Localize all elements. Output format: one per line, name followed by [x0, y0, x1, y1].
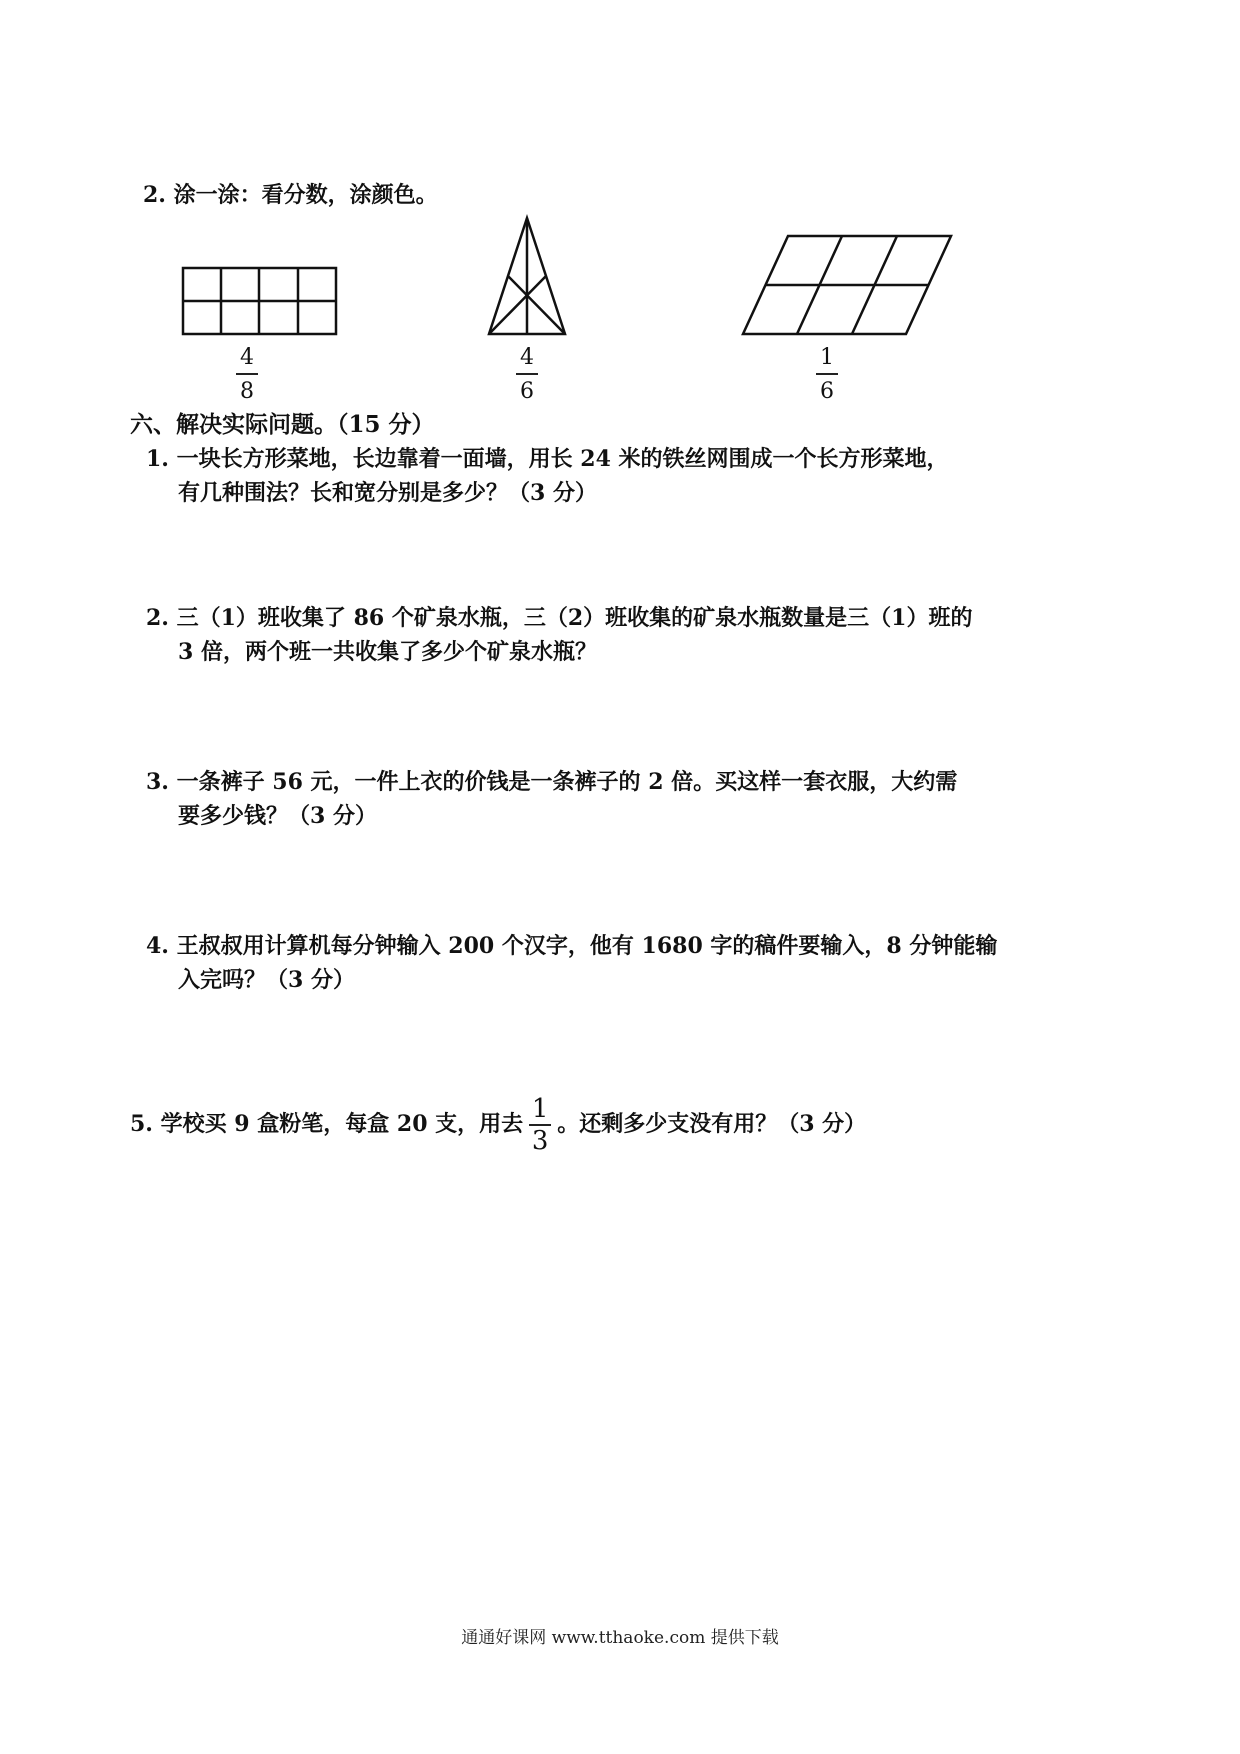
problem-2-line-2: 3 倍，两个班一共收集了多少个矿泉水瓶？ — [178, 639, 597, 665]
problem-3-line-2: 要多少钱？（3 分） — [178, 803, 377, 829]
fraction-numerator: 1 — [531, 1094, 549, 1124]
problem-3-line-1: 3. 一条裤子 56 元，一件上衣的价钱是一条裤子的 2 倍。买这样一套衣服，大约需 — [146, 769, 958, 795]
problem-5-text-after: 。还剩多少支没有用？（3 分） — [557, 1111, 867, 1137]
footer-source: 通通好课网 www.tthaoke.com 提供下载 — [461, 1628, 779, 1648]
fraction-bar — [516, 373, 538, 375]
problem-4-line-2: 入完吗？（3 分） — [178, 967, 355, 993]
problem-5-text-before: 5. 学校买 9 盒粉笔，每盒 20 支，用去 — [130, 1111, 524, 1137]
fraction-bar — [236, 373, 258, 375]
fraction-figures — [0, 0, 1240, 420]
fraction-denominator: 6 — [820, 379, 834, 404]
fraction-numerator: 1 — [820, 345, 834, 370]
fraction-denominator: 8 — [240, 379, 254, 404]
problem-1-line-2: 有几种围法？长和宽分别是多少？（3 分） — [178, 480, 597, 506]
fraction-numerator: 4 — [240, 345, 254, 370]
problem-5-fraction — [529, 1096, 551, 1154]
section-6-heading: 六、解决实际问题。（15 分） — [130, 411, 435, 438]
fraction-numerator: 4 — [520, 345, 534, 370]
parallelogram-figure — [743, 236, 951, 334]
problem-2-line-1: 2. 三（1）班收集了 86 个矿泉水瓶，三（2）班收集的矿泉水瓶数量是三（1）班的 — [146, 605, 973, 631]
fraction-bar — [816, 373, 838, 375]
question-2-title: 2. 涂一涂：看分数，涂颜色。 — [143, 182, 438, 208]
fraction-denominator: 3 — [531, 1126, 549, 1156]
problem-5 — [130, 1092, 866, 1156]
fraction-label-triangle — [507, 346, 547, 404]
triangle-figure — [489, 218, 565, 334]
fraction-label-parallelogram — [807, 346, 847, 404]
problem-1-line-1: 1. 一块长方形菜地，长边靠着一面墙，用长 24 米的铁丝网围成一个长方形菜地， — [146, 446, 949, 472]
fraction-denominator: 6 — [520, 379, 534, 404]
fraction-label-rectangle — [227, 346, 267, 404]
rectangle-grid-figure — [183, 268, 336, 334]
problem-4-line-1: 4. 王叔叔用计算机每分钟输入 200 个汉字，他有 1680 字的稿件要输入，8 分钟能输 — [146, 933, 998, 959]
